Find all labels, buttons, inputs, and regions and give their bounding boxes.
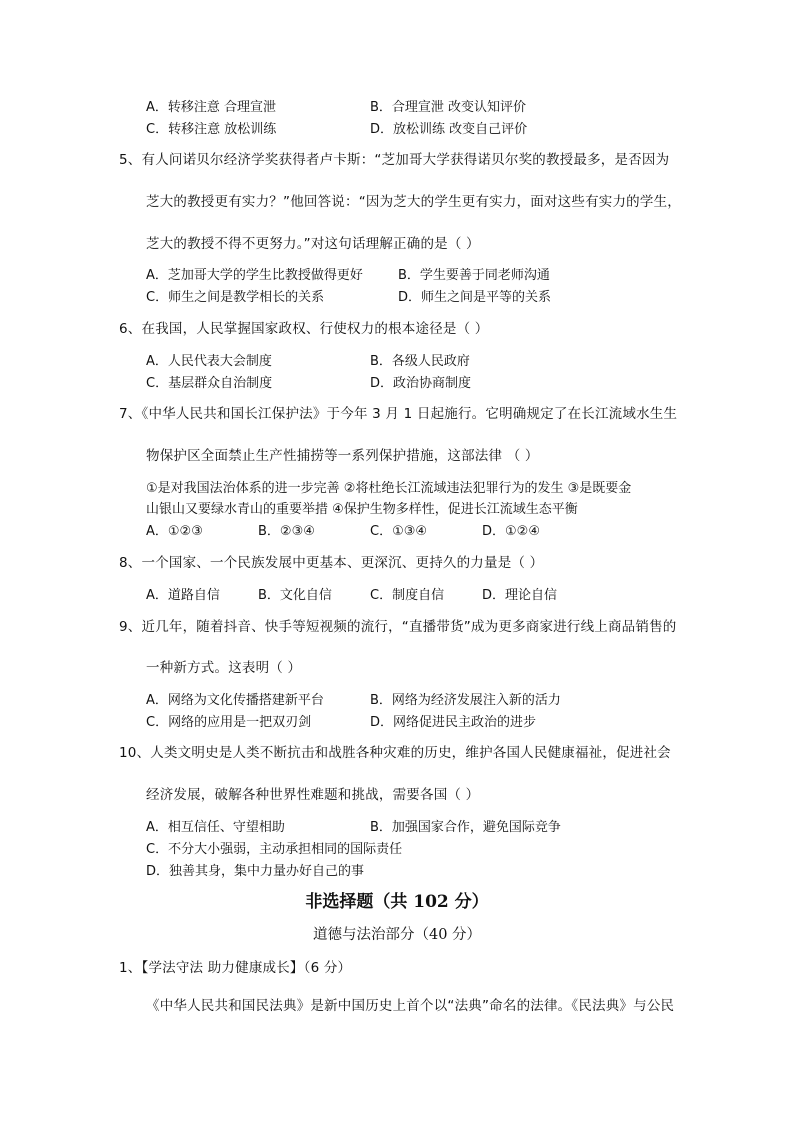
q5-option-a: A．芝加哥大学的学生比教授做得更好 [146, 268, 363, 283]
q5-option-d: D．师生之间是平等的关系 [398, 290, 552, 305]
q10-stem-line-1: 10、人类文明史是人类不断抗击和战胜各种灾难的历史，维护各国人民健康福祉，促进社会 [119, 745, 671, 761]
q4-option-d: D．放松训练 改变自己评价 [370, 122, 528, 137]
q7-option-d: D．①②④ [482, 524, 540, 539]
q8-stem: 8、一个国家、一个民族发展中更基本、更深沉、更持久的力量是（ ） [119, 555, 544, 571]
q5-stem-line-3: 芝大的教授不得不更努力。”对这句话理解正确的是（ ） [146, 236, 480, 252]
q5-stem-line-2: 芝大的教授更有实力？”他回答说：“因为芝大的学生更有实力，面对这些有实力的学生， [146, 194, 681, 210]
q4-option-b: B．合理宣泄 改变认知评价 [370, 100, 527, 115]
section-subtitle: 道德与法治部分（40 分） [312, 927, 482, 943]
q10-option-a: A．相互信任、守望相助 [146, 820, 285, 835]
q6-option-b: B．各级人民政府 [370, 354, 470, 369]
q9-stem-line-1: 9、近几年，随着抖音、快手等短视频的流行，“直播带货”成为更多商家进行线上商品销售的 [119, 619, 677, 635]
q10-option-b: B．加强国家合作，避免国际竞争 [370, 820, 561, 835]
q9-option-d: D．网络促进民主政治的进步 [370, 715, 537, 730]
q6-option-c: C．基层群众自治制度 [146, 376, 273, 391]
q6-option-a: A．人民代表大会制度 [146, 354, 272, 369]
q9-option-a: A．网络为文化传播搭建新平台 [146, 693, 324, 708]
q9-stem-line-2: 一种新方式。这表明（ ） [146, 660, 302, 676]
q10-stem-line-2: 经济发展，破解各种世界性难题和挑战，需要各国（ ） [146, 787, 480, 803]
q1-heading: 1、【学法守法 助力健康成长】（6 分） [119, 960, 352, 976]
q8-option-b: B．文化自信 [258, 588, 332, 603]
q7-option-a: A．①②③ [146, 524, 203, 539]
q8-option-a: A．道路自信 [146, 588, 220, 603]
q9-option-c: C．网络的应用是一把双刃剑 [146, 715, 312, 730]
q5-option-c: C．师生之间是教学相长的关系 [146, 290, 325, 305]
q7-stem-line-2: 物保护区全面禁止生产性捕捞等一系列保护措施，这部法律 （ ） [146, 448, 539, 464]
q4-option-c: C．转移注意 放松训练 [146, 122, 277, 137]
q8-option-d: D．理论自信 [482, 588, 558, 603]
q10-option-c: C．不分大小强弱，主动承担相同的国际责任 [146, 842, 403, 857]
q6-stem: 6、在我国，人民掌握国家政权、行使权力的根本途径是（ ） [119, 321, 489, 337]
q7-statements-line-1: ①是对我国法治体系的进一步完善 ②将杜绝长江流域违法犯罪行为的发生 ③是既要金 [146, 481, 632, 496]
q10-option-d: D．独善其身，集中力量办好自己的事 [146, 864, 365, 879]
q8-option-c: C．制度自信 [370, 588, 445, 603]
q5-option-b: B．学生要善于同老师沟通 [398, 268, 550, 283]
q4-option-a: A．转移注意 合理宣泄 [146, 100, 277, 115]
q7-stem-line-1: 7、《中华人民共和国长江保护法》于今年 3 月 1 日起施行。它明确规定了在长江流域水生生 [119, 406, 678, 422]
q9-option-b: B．网络为经济发展注入新的活力 [370, 693, 561, 708]
q6-option-d: D．政治协商制度 [370, 376, 472, 391]
q1-text: 《中华人民共和国民法典》是新中国历史上首个以“法典”命名的法律。《民法典》与公民 [146, 998, 675, 1014]
q7-statements-line-2: 山银山又要绿水青山的重要举措 ④保护生物多样性，促进长江流域生态平衡 [146, 502, 578, 517]
section-title: 非选择题（共 102 分） [305, 892, 489, 912]
q5-stem-line-1: 5、有人问诺贝尔经济学奖获得者卢卡斯：“芝加哥大学获得诺贝尔奖的教授最多，是否因为 [119, 152, 670, 168]
q7-option-b: B．②③④ [258, 524, 315, 539]
q7-option-c: C．①③④ [370, 524, 428, 539]
